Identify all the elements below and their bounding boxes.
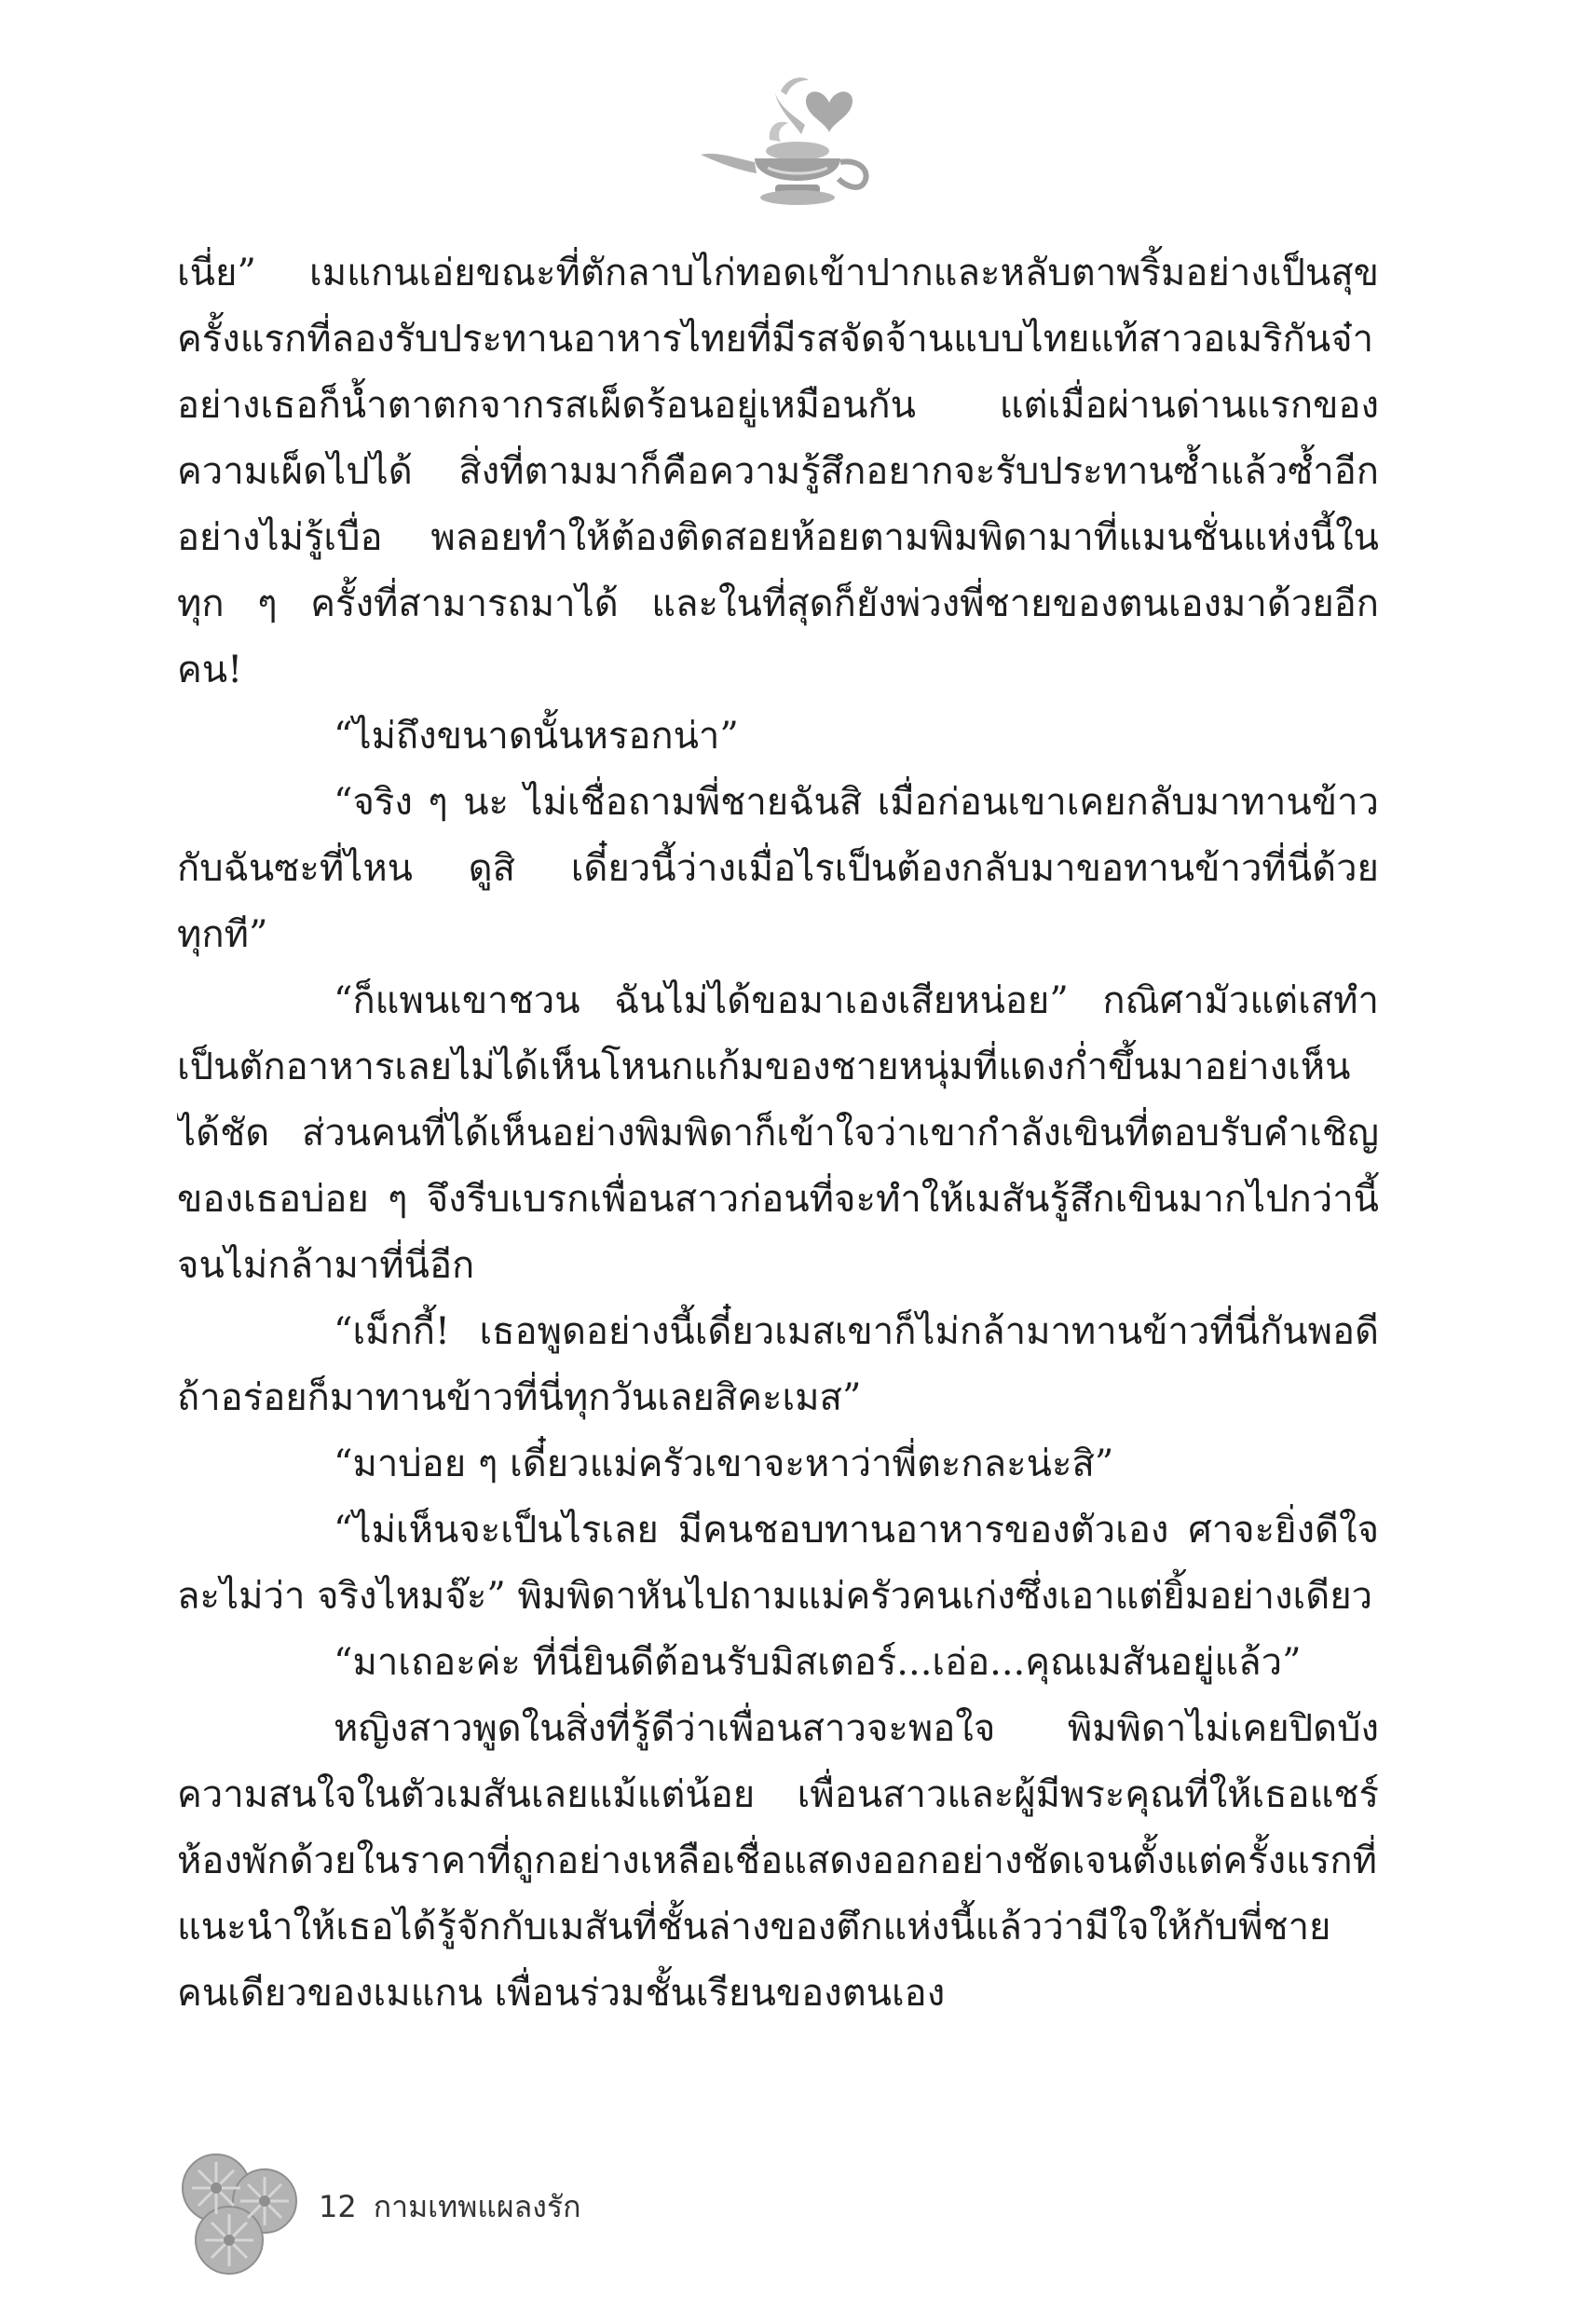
paragraph-1: เนี่ย” เมแกนเอ่ยขณะที่ตักลาบไก่ทอดเข้าปากและหลับตาพริ้มอย่างเป็นสุข ครั้งแรกที่ลองรับประทานอาหารไทยที่มีรสจัดจ้านแบบไทยแท้สาวอเมริกันจ๋าอย่างเธอก็น้ำตาตกจากรสเผ็ดร้อนอยู่เหมือนกัน แต่เมื่อผ่านด่านแรกของความเผ็ดไปได้ สิ่งที่ตามมาก็คือความรู้สึกอยากจะรับประทานซ้ำแล้วซ้ำอีกอย่างไม่รู้เบื่อ พลอยทำให้ต้องติดสอยห้อยตามพิมพิดามาที่แมนชั่นแห่งนี้ในทุก ๆ ครั้งที่สามารถมาได้ และในที่สุดก็ยังพ่วงพี่ชายของตนเองมาด้วยอีกคน! (177, 252, 1379, 691)
paragraph-9: หญิงสาวพูดในสิ่งที่รู้ดีว่าเพื่อนสาวจะพอใจ พิมพิดาไม่เคยปิดบังความสนใจในตัวเมสันเลยแม้แต่น้อย เพื่อนสาวและผู้มีพระคุณที่ให้เธอแชร์ห้องพักด้วยในราคาที่ถูกอย่างเหลือเชื่อแสดงออกอย่างชัดเจนตั้งแต่ครั้งแรกที่แนะนำให้เธอได้รู้จักกับเมสันที่ชั้นล่างของตึกแห่งนี้แล้วว่ามีใจให้กับพี่ชายคนเดียวของเมแกน เพื่อนร่วมชั้นเรียนของตนเอง (177, 1707, 1379, 2015)
paragraph-2: “ไม่ถึงขนาดนั้นหรอกน่า” (334, 715, 739, 758)
page-footer (319, 2183, 597, 2231)
teapot-lamp-heart-graphic (689, 65, 904, 224)
paragraph-3: “จริง ๆ นะ ไม่เชื่อถามพี่ชายฉันสิ เมื่อก่อนเขาเคยกลับมาทานข้าวกับฉันซะที่ไหน ดูสิ เดี๋ยวนี้ว่างเมื่อไรเป็นต้องกลับมาขอทานข้าวที่นี่ด้วยทุกที” (177, 781, 1379, 956)
paragraph-4: “ก็แพนเขาชวน ฉันไม่ได้ขอมาเองเสียหน่อย” กณิศามัวแต่เสทำเป็นตักอาหารเลยไม่ได้เห็นโหนกแก้มของชายหนุ่มที่แดงก่ำขึ้นมาอย่างเห็นได้ชัด ส่วนคนที่ได้เห็นอย่างพิมพิดาก็เข้าใจว่าเขากำลังเขินที่ตอบรับคำเชิญของเธอบ่อย ๆ จึงรีบเบรกเพื่อนสาวก่อนที่จะทำให้เมสันรู้สึกเขินมากไปกว่านี้จนไม่กล้ามาที่นี่อีก (177, 979, 1379, 1287)
book-title: กามเทพแผลงรัก (373, 2189, 581, 2224)
paragraph-5: “เม็กกี้! เธอพูดอย่างนี้เดี๋ยวเมสเขาก็ไม่กล้ามาทานข้าวที่นี่กันพอดี ถ้าอร่อยก็มาทานข้าวที่นี่ทุกวันเลยสิคะเมส” (177, 1310, 1379, 1419)
paragraph-8: “มาเถอะค่ะ ที่นี่ยินดีต้อนรับมิสเตอร์...เอ่อ...คุณเมสันอยู่แล้ว” (334, 1641, 1302, 1684)
page-number: 12 (319, 2189, 357, 2224)
seashell-cluster-graphic (168, 2143, 307, 2283)
paragraph-7: “ไม่เห็นจะเป็นไรเลย มีคนชอบทานอาหารของตัวเอง ศาจะยิ่งดีใจละไม่ว่า จริงไหมจ๊ะ” พิมพิดาหันไปถามแม่ครัวคนเก่งซึ่งเอาแต่ยิ้มอย่างเดียว (177, 1509, 1379, 1618)
teapot-lamp-heart-icon (689, 65, 904, 224)
paragraph-6: “มาบ่อย ๆ เดี๋ยวแม่ครัวเขาจะหาว่าพี่ตะกละน่ะสิ” (334, 1443, 1114, 1485)
chapter-body (177, 240, 1379, 2090)
seashell-cluster-icon (168, 2143, 307, 2283)
